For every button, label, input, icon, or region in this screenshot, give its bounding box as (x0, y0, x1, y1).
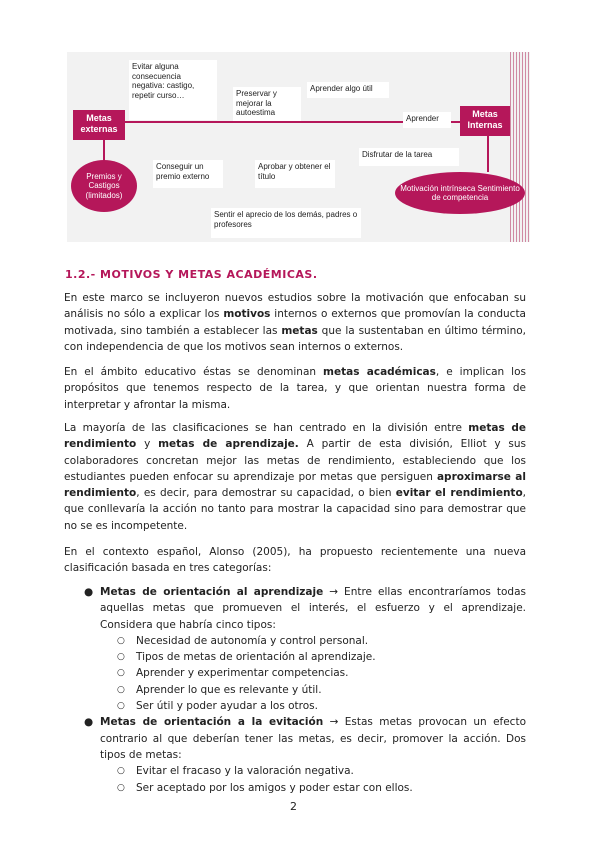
paragraph-3: La mayoría de las clasificaciones se han centrado en la división entre metas de rendimiento y metas de aprendizaje. A partir de esta división, Elliot y sus colaboradores concretan mejor las metas de rendimiento, estableciendo que los estudiantes pueden enfocar su aprendizaje por metas que persiguen aproximarse al rendimiento, es decir, para demostrar su capacidad, o bien evitar el rendimiento, que conllevaría la acción no tanto para mostrar la capacidad sino para demostrar que no se es incompetente. (64, 422, 527, 532)
list-item: ○ Ser útil y poder ayudar a los otros. (117, 700, 318, 713)
bullet-learning-goals: ● Metas de orientación al aprendizaje → Entre ellas encontraríamos todas aquellas metas que promueven el interés, el esfuerzo y el aprendizaje. Considera que habría cinco tipos: (84, 586, 527, 631)
internal-goals-box: Metas Internas (460, 106, 510, 136)
rewards-punishments-ellipse: Premios y Castigos (limitados) (71, 160, 137, 212)
list-item: ○ Tipos de metas de orientación al aprendizaje. (117, 651, 376, 664)
category-list (80, 584, 526, 796)
enjoy-task-box: Disfrutar de la tarea (359, 148, 459, 166)
list-item: ○ Aprender lo que es relevante y útil. (117, 683, 322, 696)
avoid-consequence-box: Evitar alguna consecuencia negativa: castigo, repetir curso… (129, 60, 217, 120)
external-goals-box: Metas externas (73, 110, 125, 140)
learn-useful-box: Aprender algo útil (307, 82, 389, 98)
paragraph-4: En el contexto español, Alonso (2005), ha propuesto recientemente una nueva clasificación basada en tres categorías: (64, 546, 526, 575)
intrinsic-motivation-ellipse: Motivación intrínseca Sentimiento de competencia (395, 172, 525, 214)
decorative-stripes (510, 52, 530, 242)
bullet-dot: ● (84, 716, 94, 729)
external-prize-box: Conseguir un premio externo (153, 160, 223, 188)
bullet-dot: ● (84, 586, 94, 598)
appreciation-box: Sentir el aprecio de los demás, padres o profesores (211, 208, 361, 238)
pass-title-box: Aprobar y obtener el título (255, 160, 335, 188)
connector-line-right (487, 132, 489, 172)
motivation-diagram (67, 52, 530, 242)
list-item: ○ Necesidad de autonomía y control personal. (117, 634, 369, 647)
bullet-avoidance-goals: ● Metas de orientación a la evitación → Estas metas provocan un efecto contrario al que deberían tener las metas, es decir, promover la acción. Dos tipos de metas: (84, 716, 526, 761)
page-number: 2 (290, 800, 297, 813)
list-item: ○ Evitar el fracaso y la valoración negativa. (117, 765, 354, 778)
learn-box: Aprender (403, 112, 451, 128)
list-item: ○ Aprender y experimentar competencias. (117, 667, 349, 680)
preserve-selfesteem-box: Preservar y mejorar la autoestima (233, 87, 301, 121)
paragraph-1: En este marco se incluyeron nuevos estudios sobre la motivación que enfocaban su análisis no sólo a explicar los motivos internos o externos que promovían la conducta motivada, sino también a establecer las metas que la sustentaban en último término, con independencia de que los motivos sean internos o externos. (64, 292, 526, 353)
section-heading: 1.2.- MOTIVOS Y METAS ACADÉMICAS. (65, 268, 318, 281)
paragraph-2: En el ámbito educativo éstas se denominan metas académicas, e implican los propósitos que tenemos respecto de la tarea, y que orientan nuestra forma de interpretar y afrontar la misma. (64, 366, 526, 411)
list-item: ○ Ser aceptado por los amigos y poder estar con ellos. (117, 781, 413, 794)
